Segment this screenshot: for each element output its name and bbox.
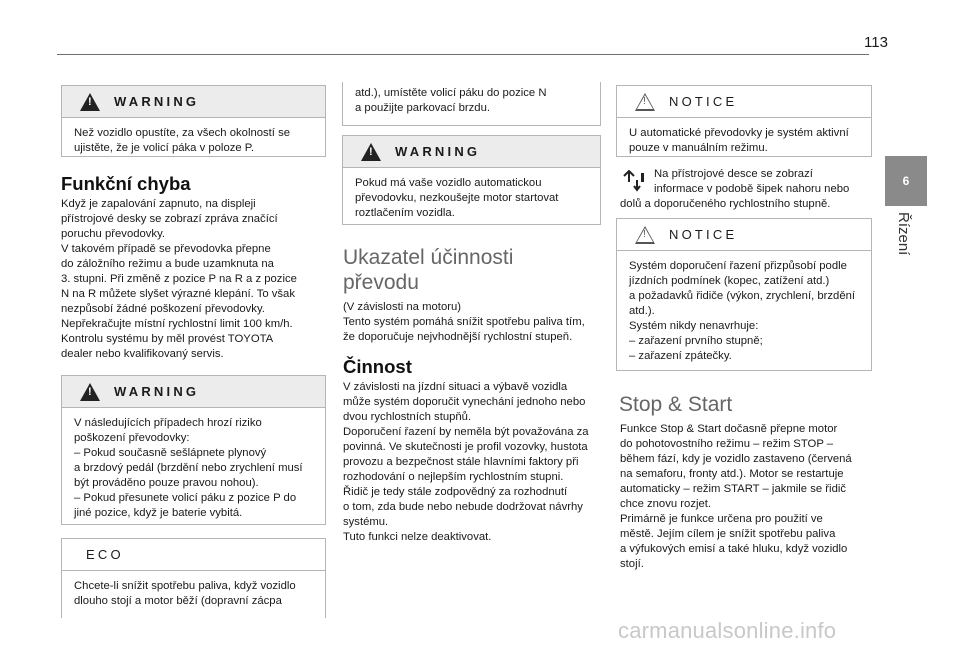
stopstart-line: během fází, kdy je vozidlo zastaveno (červená [620,453,852,465]
operation-line: provozu a bezpečnost stále hlavními faktory při [343,456,579,468]
fault-line: Nepřekračujte místní rychlostní limit 100 km/h. [61,318,293,330]
arrow-note-line: Na přístrojové desce se zobrazí [654,168,813,180]
fault-line: přístrojové desky se zobrazí zpráva značící [61,213,278,225]
stopstart-text [620,422,876,572]
notice-title: NOTICE [669,227,738,242]
warning-text-3 [343,168,600,231]
fault-line: nezpůsobí žádné poškození převodovky. [61,303,265,315]
fault-line: do záložního režimu a bude uzamknuta na [61,258,274,270]
warning-icon [80,93,100,111]
chapter-label [885,212,927,292]
notice-box-2 [616,218,872,371]
stopstart-line: stojí. [620,558,644,570]
notice-line: – zařazení prvního stupně; [629,335,763,347]
chapter-number: 6 [902,174,910,188]
warning-text-1: Než vozidlo opustíte, za všech okolností se ujistěte, že je volicí páka v poloze P. [74,127,291,154]
stopstart-line: automaticky – režim START – jakmile se řidič [620,483,847,495]
indicator-text [343,300,605,345]
eco-header [62,539,325,571]
operation-line: rozhodování o nejlepším rychlostním stupni. [343,471,564,483]
operation-line: může systém doporučit vynechání jednoho nebo [343,396,586,408]
operation-line: Řidič je tedy stále zodpovědný za rozhodnutí [343,486,568,498]
chapter-tab[interactable] [885,156,927,206]
warning-line: – Pokud přesunete volicí páku z pozice P do [74,492,297,504]
operation-line: Doporučení řazení by neměla být považována za [343,426,589,438]
warning-header [62,376,325,408]
arrow-note-line: informace v podobě šipek nahoru nebo [654,183,850,195]
warning-title: WARNING [395,144,481,159]
warning-line: V následujících případech hrozí riziko [74,417,262,429]
chapter-label-text: Řízení [895,212,912,256]
indicator-heading-line: převodu [343,271,419,294]
stopstart-line: do pohotovostního režimu – režim STOP – [620,438,834,450]
stopstart-heading: Stop & Start [619,393,733,416]
stopstart-line: Funkce Stop & Start dočasně přepne motor [620,423,838,435]
fault-text [61,197,331,362]
operation-heading: Činnost [343,356,412,377]
operation-line: povinná. Ve skutečnosti je profil vozovky, hustota [343,441,588,453]
notice-line: Systém nikdy nenavrhuje: [629,320,759,332]
notice-icon: ! [635,93,655,111]
operation-line: V závislosti na jízdní situaci a výbavě vozidla [343,381,568,393]
watermark: carmanualsonline.info [618,618,837,643]
notice-line: Systém doporučení řazení přizpůsobí podle [629,260,847,272]
warning-icon [80,383,100,401]
warning-text-2 [62,408,325,531]
notice-header [617,86,871,118]
warning-line: být prováděno pouze pravou nohou). [74,477,259,489]
notice-box-1 [616,85,872,157]
eco-box [61,538,326,618]
indicator-line: Tento systém pomáhá snížit spotřebu paliva tím, [343,316,585,328]
stopstart-line: chce znovu rozjet. [620,498,712,510]
warning-header [343,136,600,168]
notice-line: jízdních podmínek (kopec, zatížení atd.) [629,275,830,287]
warning-box-3 [342,135,601,225]
fault-line: Kontrolu systému by měl provést TOYOTA [61,333,274,345]
eco-cont-text [343,82,600,126]
stopstart-line: městě. Jejím cílem je snížit spotřebu paliva [620,528,836,540]
warning-title: WARNING [114,94,200,109]
operation-line: systému. [343,516,389,528]
page-number: 113 [864,34,888,51]
warning-line: – Pokud současně sešlápnete plynový [74,447,267,459]
warning-title: WARNING [114,384,200,399]
warning-box-2 [61,375,326,525]
notice-header [617,219,871,251]
notice-title: NOTICE [669,94,738,109]
warning-icon [361,143,381,161]
eco-text [62,571,325,619]
notice-text-1 [617,118,871,166]
warning-line: a brzdový pedál (brzdění nebo zrychlení musí [74,462,303,474]
fault-line: Když je zapalování zapnuto, na displeji [61,198,256,210]
warning-line: jiné pozice, když je baterie vybitá. [74,507,243,519]
fault-line: V takovém případě se převodovka přepne [61,243,271,255]
notice-line: – zařazení zpátečky. [629,350,732,362]
notice-line: U automatické převodovky je systém aktivní [629,127,849,139]
notice-line: a požadavků řidiče (výkon, zrychlení, brzdění [629,290,856,302]
arrow-note-text [620,167,876,212]
indicator-heading [343,245,513,295]
fault-heading: Funkční chyba [61,173,191,194]
header-rule [57,54,869,55]
operation-line: Tuto funkci nelze deaktivovat. [343,531,492,543]
notice-icon: ! [635,226,655,244]
eco-line: a použijte parkovací brzdu. [355,102,491,114]
fault-line: poruchu převodovky. [61,228,166,240]
eco-title: ECO [86,547,124,562]
warning-line: Pokud má vaše vozidlo automatickou [355,177,542,189]
indicator-line: že doporučuje nejvhodnější rychlostní stupeň. [343,331,573,343]
arrow-note-line: dolů a doporučeného rychlostního stupně. [620,198,831,210]
operation-text [343,380,605,545]
stopstart-line: na semaforu, fronty atd.). Motor se restartuje [620,468,844,480]
stopstart-line: a výfukových emisí a také hluku, když vozidlo [620,543,848,555]
notice-line: pouze v manuálním režimu. [629,142,768,154]
notice-text-2 [617,251,871,374]
stopstart-line: Primárně je funkce určena pro použití ve [620,513,823,525]
eco-line: dlouho stojí a motor běží (dopravní zácpa [74,595,282,607]
warning-line: poškození převodovky: [74,432,190,444]
eco-box-continued [342,82,601,126]
operation-line: o tom, zda bude nebo nebude dodržovat návrhy [343,501,583,513]
eco-line: Chcete-li snížit spotřebu paliva, když vozidlo [74,580,296,592]
warning-box-1 [61,85,326,157]
warning-header [62,86,325,118]
fault-line: 3. stupni. Při změně z pozice P na R a z pozice [61,273,297,285]
indicator-heading-line: Ukazatel účinnosti [343,246,514,269]
warning-line: roztlačením vozidla. [355,207,455,219]
fault-line: dealer nebo kvalifikovaný servis. [61,348,224,360]
warning-line: převodovku, nezkoušejte motor startovat [355,192,559,204]
indicator-line: (V závislosti na motoru) [343,301,462,313]
eco-line: atd.), umístěte volicí páku do pozice N [355,87,547,99]
fault-line: N na R můžete slyšet výrazné klepání. To však [61,288,295,300]
operation-line: dvou rychlostních stupňů. [343,411,472,423]
notice-line: atd.). [629,305,655,317]
